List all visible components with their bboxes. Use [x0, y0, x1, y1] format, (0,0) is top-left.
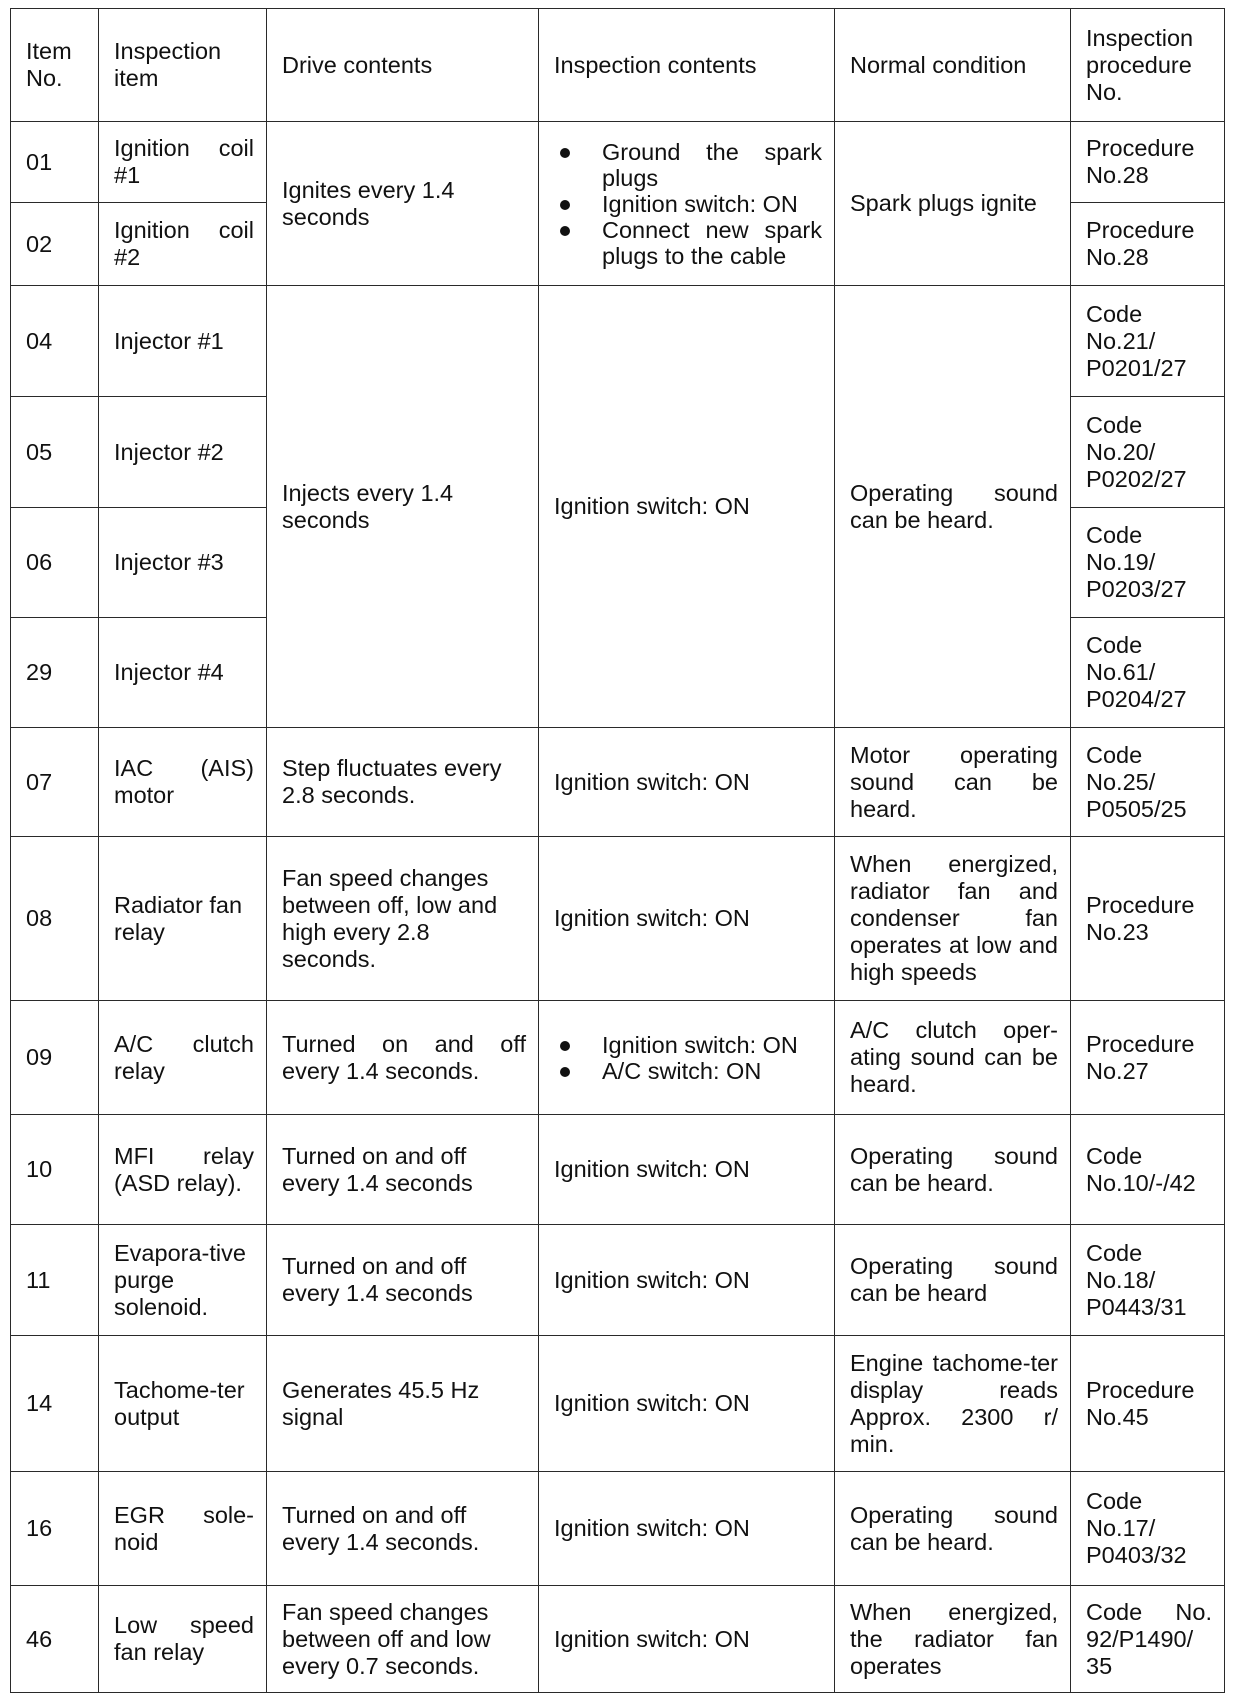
procedure-no: Code No.19/ P0203/27	[1071, 508, 1225, 618]
inspection-item: Low speed fan relay	[99, 1586, 267, 1693]
procedure-no: Code No.10/-/42	[1071, 1115, 1225, 1225]
drive-contents: Injects every 1.4 seconds	[267, 286, 539, 728]
normal-condition: Spark plugs ignite	[835, 122, 1071, 286]
header-item-no: Item No.	[11, 9, 99, 122]
item-no: 11	[11, 1225, 99, 1336]
inspection-step: Ignition switch: ON	[602, 190, 798, 217]
inspection-item: Ignition coil #1	[99, 122, 267, 203]
list-item	[554, 139, 822, 191]
procedure-no: Code No.25/ P0505/25	[1071, 728, 1225, 837]
item-no: 05	[11, 397, 99, 508]
list-item	[554, 1032, 822, 1058]
item-no: 29	[11, 618, 99, 728]
drive-contents: Fan speed changes between off and low every 0.7 seconds.	[267, 1586, 539, 1693]
inspection-item: MFI relay (ASD relay).	[99, 1115, 267, 1225]
normal-condition: Engine tachome-ter display reads Approx. 2300 r/ min.	[835, 1336, 1071, 1472]
inspection-contents: Ignition switch: ON	[539, 728, 835, 837]
inspection-item: Injector #3	[99, 508, 267, 618]
inspection-step: A/C switch: ON	[602, 1057, 762, 1084]
procedure-no: Code No.17/ P0403/32	[1071, 1472, 1225, 1586]
normal-condition: Operating sound can be heard.	[835, 1115, 1071, 1225]
normal-condition: When energized, the radiator fan operates	[835, 1586, 1071, 1693]
inspection-steps	[554, 139, 822, 269]
table-row	[11, 1472, 1225, 1586]
list-item	[554, 217, 822, 269]
bullet-icon	[560, 1067, 570, 1077]
normal-condition: Motor operating sound can be heard.	[835, 728, 1071, 837]
inspection-item: Tachome-ter output	[99, 1336, 267, 1472]
drive-contents: Fan speed changes between off, low and high every 2.8 seconds.	[267, 837, 539, 1001]
bullet-icon	[560, 1041, 570, 1051]
drive-contents: Turned on and off every 1.4 seconds	[267, 1225, 539, 1336]
item-no: 14	[11, 1336, 99, 1472]
normal-condition: Operating sound can be heard	[835, 1225, 1071, 1336]
normal-condition: When energized, radiator fan and condenser fan operates at low and high speeds	[835, 837, 1071, 1001]
drive-contents: Turned on and off every 1.4 seconds.	[267, 1001, 539, 1115]
inspection-contents	[539, 122, 835, 286]
inspection-step: Ground the spark plugs	[602, 138, 822, 191]
inspection-step: Ignition switch: ON	[602, 1031, 798, 1058]
inspection-item: A/C clutch relay	[99, 1001, 267, 1115]
item-no: 02	[11, 203, 99, 286]
table-row	[11, 728, 1225, 837]
list-item	[554, 191, 822, 217]
procedure-no: Code No. 92/P1490/ 35	[1071, 1586, 1225, 1693]
header-normal-condition: Normal condition	[835, 9, 1071, 122]
item-no: 16	[11, 1472, 99, 1586]
inspection-contents: Ignition switch: ON	[539, 286, 835, 728]
item-no: 46	[11, 1586, 99, 1693]
item-no: 10	[11, 1115, 99, 1225]
item-no: 04	[11, 286, 99, 397]
header-procedure-no: Inspection procedure No.	[1071, 9, 1225, 122]
procedure-no: Procedure No.28	[1071, 203, 1225, 286]
inspection-contents: Ignition switch: ON	[539, 1586, 835, 1693]
inspection-step: Connect new spark plugs to the cable	[602, 216, 822, 269]
inspection-item: Radiator fan relay	[99, 837, 267, 1001]
inspection-contents: Ignition switch: ON	[539, 1336, 835, 1472]
normal-condition: Operating sound can be heard.	[835, 1472, 1071, 1586]
drive-contents: Turned on and off every 1.4 seconds.	[267, 1472, 539, 1586]
inspection-item: Ignition coil #2	[99, 203, 267, 286]
inspection-contents	[539, 1001, 835, 1115]
procedure-no: Procedure No.28	[1071, 122, 1225, 203]
procedure-no: Code No.20/ P0202/27	[1071, 397, 1225, 508]
header-drive-contents: Drive contents	[267, 9, 539, 122]
drive-contents: Ignites every 1.4 seconds	[267, 122, 539, 286]
item-no: 09	[11, 1001, 99, 1115]
inspection-item: Injector #2	[99, 397, 267, 508]
inspection-contents: Ignition switch: ON	[539, 1225, 835, 1336]
item-no: 06	[11, 508, 99, 618]
item-no: 01	[11, 122, 99, 203]
normal-condition: Operating sound can be heard.	[835, 286, 1071, 728]
table-row	[11, 1225, 1225, 1336]
inspection-item: Injector #1	[99, 286, 267, 397]
table-row	[11, 837, 1225, 1001]
table-row	[11, 1001, 1225, 1115]
header-inspection-item: Inspection item	[99, 9, 267, 122]
header-inspection-contents: Inspection contents	[539, 9, 835, 122]
drive-contents: Generates 45.5 Hz signal	[267, 1336, 539, 1472]
procedure-no: Code No.21/ P0201/27	[1071, 286, 1225, 397]
inspection-contents: Ignition switch: ON	[539, 1115, 835, 1225]
item-no: 07	[11, 728, 99, 837]
inspection-contents: Ignition switch: ON	[539, 837, 835, 1001]
inspection-item: EGR sole-noid	[99, 1472, 267, 1586]
drive-contents: Step fluctuates every 2.8 seconds.	[267, 728, 539, 837]
procedure-no: Procedure No.23	[1071, 837, 1225, 1001]
inspection-item: Evapora-tive purge solenoid.	[99, 1225, 267, 1336]
item-no: 08	[11, 837, 99, 1001]
inspection-item: IAC (AIS) motor	[99, 728, 267, 837]
inspection-contents: Ignition switch: ON	[539, 1472, 835, 1586]
inspection-steps	[554, 1032, 822, 1084]
procedure-no: Procedure No.27	[1071, 1001, 1225, 1115]
inspection-item: Injector #4	[99, 618, 267, 728]
header-row	[11, 9, 1225, 122]
list-item	[554, 1058, 822, 1084]
procedure-no: Procedure No.45	[1071, 1336, 1225, 1472]
table-row	[11, 286, 1225, 397]
actuator-test-table	[10, 8, 1225, 1693]
table-row	[11, 1336, 1225, 1472]
table-row	[11, 1586, 1225, 1693]
table-row	[11, 1115, 1225, 1225]
bullet-icon	[560, 226, 570, 236]
bullet-icon	[560, 148, 570, 158]
normal-condition: A/C clutch oper-ating sound can be heard.	[835, 1001, 1071, 1115]
procedure-no: Code No.61/ P0204/27	[1071, 618, 1225, 728]
procedure-no: Code No.18/ P0443/31	[1071, 1225, 1225, 1336]
drive-contents: Turned on and off every 1.4 seconds	[267, 1115, 539, 1225]
table-row	[11, 122, 1225, 203]
bullet-icon	[560, 200, 570, 210]
